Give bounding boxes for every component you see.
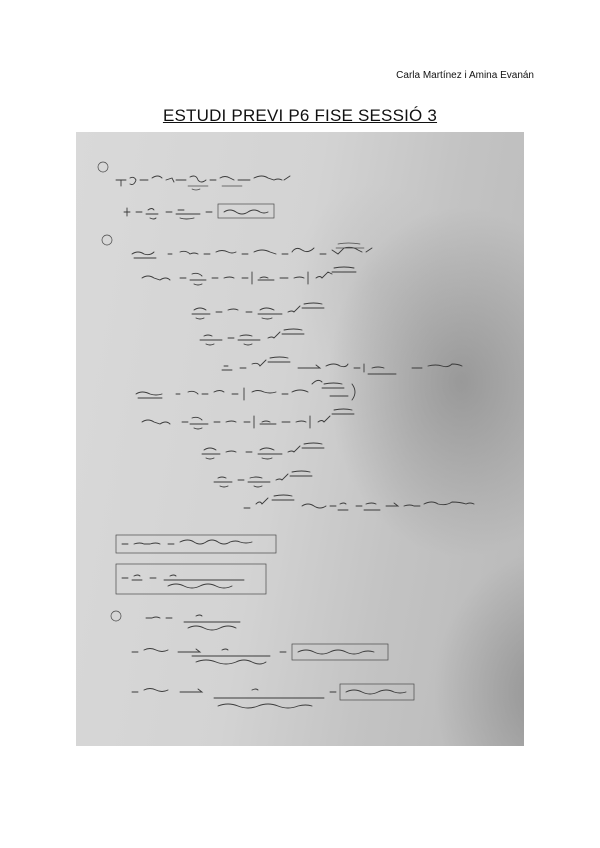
handwritten-notes-photo <box>76 132 524 746</box>
authors-line: Carla Martínez i Amina Evanán <box>396 70 534 81</box>
section-1-marker <box>98 162 108 172</box>
boxed-result-1 <box>116 535 276 553</box>
section-2-marker <box>102 235 112 245</box>
boxed-result-2 <box>116 564 266 594</box>
document-title: ESTUDI PREVI P6 FISE SESSIÓ 3 <box>162 106 438 125</box>
section-3-marker <box>111 611 121 621</box>
handwriting-scribbles <box>76 132 524 746</box>
